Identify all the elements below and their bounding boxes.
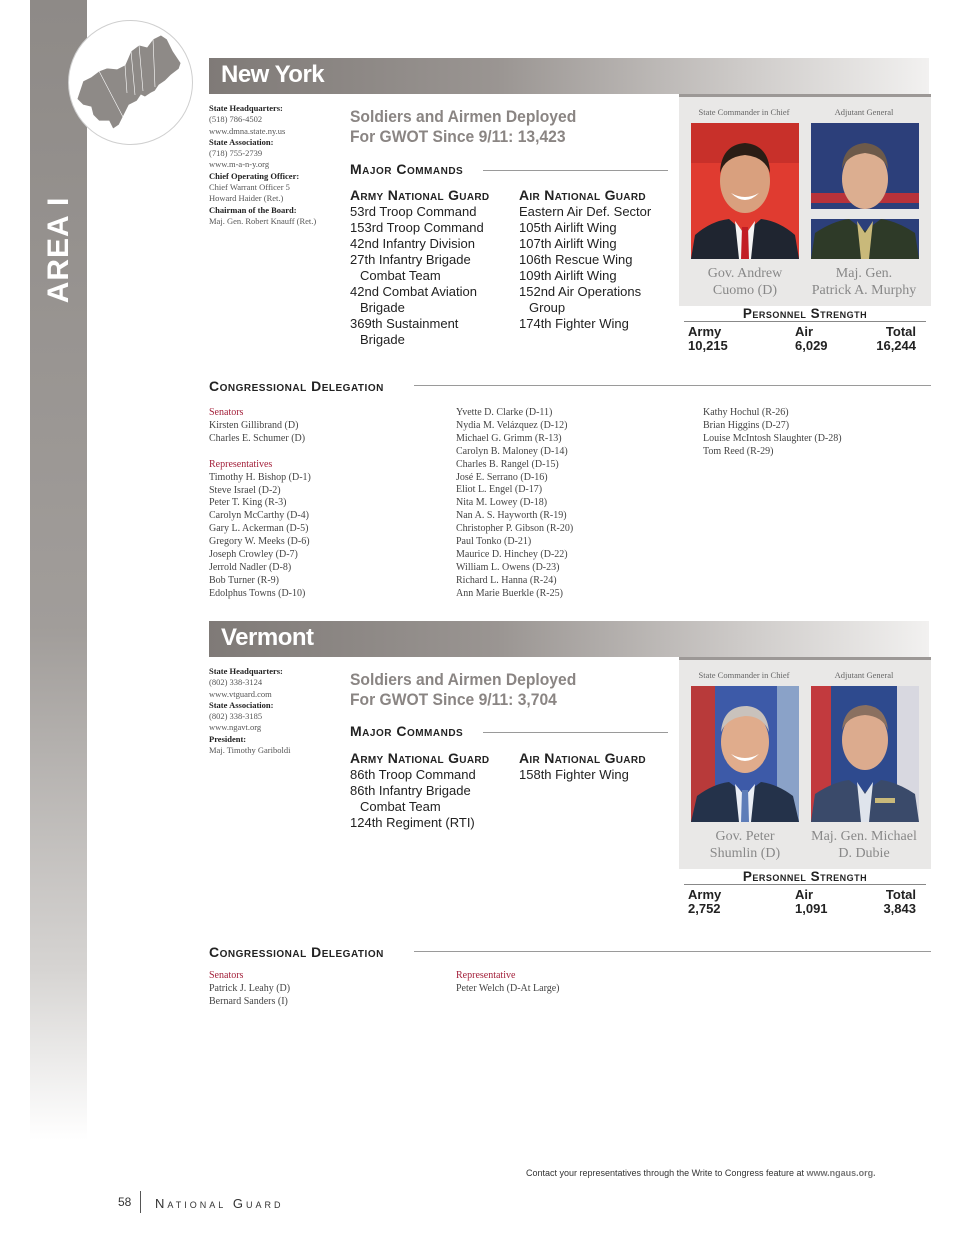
- page-separator: [140, 1191, 141, 1213]
- command-item: 86th Infantry Brigade Combat Team: [350, 783, 471, 814]
- hq-line: Howard Haider (Ret.): [209, 193, 284, 204]
- delegation-member: Peter Welch (D-At Large): [456, 982, 560, 994]
- hq-line: Chief Operating Officer:: [209, 170, 300, 181]
- divider: [684, 884, 926, 885]
- army-heading: Army National Guard: [350, 187, 490, 203]
- delegation-group-label: Representatives: [209, 458, 273, 470]
- deployed-line: Soldiers and Airmen Deployed: [350, 670, 577, 689]
- delegation-member: Bernard Sanders (I): [209, 995, 288, 1007]
- delegation-member: Carolyn B. Maloney (D-14): [456, 445, 568, 457]
- air-commands-new-york: [519, 187, 669, 332]
- name-line: D. Dubie: [838, 846, 890, 861]
- delegation-member: Brian Higgins (D-27): [703, 419, 790, 431]
- personnel-strength-heading: Personnel Strength: [742, 306, 868, 321]
- hq-line: State Association:: [209, 136, 274, 147]
- strength-value: 1,091: [795, 901, 828, 916]
- delegation-member: Maurice D. Hinchey (D-22): [456, 548, 568, 560]
- command-item: 53rd Troop Command: [350, 204, 477, 219]
- delegation-column: [456, 407, 696, 601]
- hq-line: (802) 338-3124: [209, 677, 263, 688]
- army-heading: Army National Guard: [350, 750, 490, 766]
- command-item: 106th Rescue Wing: [519, 252, 633, 267]
- commander-name: [680, 828, 810, 862]
- name-line: Cuomo (D): [712, 283, 778, 298]
- hq-line: President:: [209, 733, 247, 744]
- delegation-member: Bob Turner (R-9): [209, 574, 280, 586]
- delegation-member: Patrick J. Leahy (D): [209, 982, 291, 994]
- leaders-panel-vermont: [679, 657, 931, 869]
- delegation-member: Eliot L. Engel (D-17): [456, 484, 543, 496]
- adjutant-role: Adjutant General: [834, 670, 894, 680]
- delegation-member: Carolyn McCarthy (D-4): [209, 510, 309, 522]
- command-item: 369th Sustainment Brigade: [350, 316, 459, 347]
- leaders-panel-new-york: [679, 94, 931, 306]
- name-line: Patrick A. Murphy: [811, 283, 917, 298]
- name-line: Maj. Gen.: [835, 266, 893, 281]
- strength-label: Total: [885, 324, 916, 339]
- delegation-member: Gary L. Ackerman (D-5): [209, 523, 309, 535]
- hq-line: (802) 338-3185: [209, 711, 263, 722]
- strength-label: Air: [795, 324, 814, 339]
- footer-note-text: Contact your representatives through the Write to Congress feature at: [526, 1168, 807, 1178]
- strength-label: Army: [688, 324, 722, 339]
- air-heading: Air National Guard: [519, 750, 646, 766]
- adjutant-role: Adjutant General: [834, 107, 894, 117]
- strength-value: 16,244: [876, 338, 916, 353]
- command-item: 42nd Infantry Division: [350, 236, 476, 251]
- delegation-group-label: Senators: [209, 970, 244, 981]
- divider: [483, 170, 668, 171]
- delegation-member: Yvette D. Clarke (D-11): [456, 407, 553, 418]
- delegation-member: Nan A. S. Hayworth (R-19): [456, 510, 567, 522]
- state-band-new-york: New York: [209, 58, 929, 94]
- delegation-member: Charles E. Schumer (D): [209, 432, 306, 444]
- hq-line: Maj. Gen. Robert Knauff (Ret.): [209, 215, 317, 226]
- delegation-member: José E. Serrano (D-16): [456, 471, 548, 483]
- adjutant-portrait: [811, 123, 919, 259]
- delegation-member: Tom Reed (R-29): [703, 445, 774, 457]
- army-commands-new-york: [350, 187, 515, 348]
- command-item: 174th Fighter Wing: [519, 316, 629, 331]
- major-commands-heading: Major Commands: [350, 161, 464, 177]
- hq-line: www.ngavt.org: [209, 722, 262, 733]
- name-line: Gov. Andrew: [707, 266, 783, 281]
- divider: [684, 321, 926, 322]
- strength-label: Army: [688, 887, 722, 902]
- region-map-icon: [68, 20, 193, 145]
- hq-line: State Association:: [209, 699, 274, 710]
- delegation-member: Ann Marie Buerkle (R-25): [456, 587, 563, 599]
- state-band-vermont: Vermont: [209, 621, 929, 657]
- delegation-member: Kirsten Gillibrand (D): [209, 419, 299, 431]
- deployed-line: Soldiers and Airmen Deployed: [350, 107, 577, 126]
- personnel-strength-heading: Personnel Strength: [742, 869, 868, 884]
- delegation-member: Louise McIntosh Slaughter (D-28): [703, 432, 842, 444]
- army-commands-vermont: [350, 750, 515, 831]
- hq-line: State Headquarters:: [209, 103, 283, 113]
- strength-value: 10,215: [688, 338, 728, 353]
- name-line: Shumlin (D): [709, 846, 781, 861]
- delegation-member: Christopher P. Gibson (R-20): [456, 523, 574, 535]
- divider: [414, 385, 931, 386]
- divider: [414, 951, 931, 952]
- strength-army: [688, 888, 721, 916]
- command-item: 86th Troop Command: [350, 767, 476, 782]
- command-item: 124th Regiment (RTI): [350, 815, 475, 830]
- hq-line: Chief Warrant Officer 5: [209, 182, 290, 193]
- delegation-column: [703, 407, 931, 459]
- major-commands-heading: Major Commands: [350, 723, 464, 739]
- strength-value: 6,029: [795, 338, 828, 353]
- hq-line: www.vtguard.com: [209, 688, 272, 699]
- area-label: AREA I: [41, 196, 75, 304]
- strength-value: 3,843: [883, 901, 916, 916]
- delegation-member: Kathy Hochul (R-26): [703, 407, 789, 418]
- delegation-member: Jerrold Nadler (D-8): [209, 561, 292, 573]
- hq-line: (518) 786-4502: [209, 114, 263, 125]
- magazine-name: National Guard: [155, 1196, 284, 1211]
- strength-value: 2,752: [688, 901, 721, 916]
- commander-role: State Commander in Chief: [698, 107, 790, 117]
- deployed-line: For GWOT Since 9/11: 13,423: [350, 127, 566, 146]
- command-item: 105th Airlift Wing: [519, 220, 617, 235]
- adjutant-portrait: [811, 686, 919, 822]
- delegation-member: Nydia M. Velázquez (D-12): [456, 419, 568, 431]
- page-number: 58: [118, 1195, 132, 1209]
- air-heading: Air National Guard: [519, 187, 646, 203]
- hq-info-new-york: [209, 103, 344, 227]
- congressional-delegation-heading: Congressional Delegation: [209, 378, 384, 394]
- command-item: 109th Airlift Wing: [519, 268, 617, 283]
- delegation-column: [209, 970, 449, 1009]
- delegation-member: Charles B. Rangel (D-15): [456, 458, 559, 470]
- hq-line: (718) 755-2739: [209, 148, 263, 159]
- strength-label: Total: [885, 887, 916, 902]
- divider: [483, 732, 668, 733]
- command-item: 42nd Combat Aviation Brigade: [350, 284, 477, 315]
- name-line: Gov. Peter: [715, 829, 775, 844]
- command-item: 158th Fighter Wing: [519, 767, 629, 782]
- delegation-member: Timothy H. Bishop (D-1): [209, 471, 311, 483]
- delegation-member: Gregory W. Meeks (D-6): [209, 536, 310, 548]
- deployed-line: For GWOT Since 9/11: 3,704: [350, 690, 557, 709]
- deployed-total-new-york: [350, 107, 644, 147]
- strength-total: [856, 888, 916, 916]
- delegation-member: Paul Tonko (D-21): [456, 536, 532, 548]
- commander-role: State Commander in Chief: [698, 670, 790, 680]
- adjutant-name: [799, 265, 929, 299]
- delegation-member: William L. Owens (D-23): [456, 561, 560, 573]
- strength-total: [856, 325, 916, 353]
- delegation-group-label: Senators: [209, 407, 244, 418]
- delegation-member: Richard L. Hanna (R-24): [456, 574, 557, 586]
- command-item: Eastern Air Def. Sector: [519, 204, 652, 219]
- delegation-member: Edolphus Towns (D-10): [209, 587, 306, 599]
- strength-army: [688, 325, 728, 353]
- delegation-column: [456, 970, 696, 996]
- command-item: 153rd Troop Command: [350, 220, 484, 235]
- footer-link[interactable]: www.ngaus.org.: [806, 1168, 876, 1178]
- hq-line: Maj. Timothy Gariboldi: [209, 745, 291, 756]
- delegation-member: Nita M. Lowey (D-18): [456, 497, 548, 509]
- strength-air: [795, 325, 828, 353]
- hq-line: State Headquarters:: [209, 666, 283, 676]
- commander-name: [680, 265, 810, 299]
- delegation-member: Peter T. King (R-3): [209, 497, 287, 509]
- governor-portrait: [691, 123, 799, 259]
- hq-line: www.m-a-n-y.org: [209, 159, 270, 170]
- hq-info-vermont: [209, 666, 344, 756]
- strength-label: Air: [795, 887, 814, 902]
- delegation-group-label: Representative: [456, 970, 516, 981]
- congressional-delegation-heading: Congressional Delegation: [209, 944, 384, 960]
- command-item: 152nd Air Operations Group: [519, 284, 642, 315]
- strength-air: [795, 888, 828, 916]
- governor-portrait: [691, 686, 799, 822]
- delegation-member: Steve Israel (D-2): [209, 484, 281, 496]
- command-item: 27th Infantry Brigade Combat Team: [350, 252, 471, 283]
- adjutant-name: [799, 828, 929, 862]
- hq-line: www.dmna.state.ny.us: [209, 125, 286, 136]
- air-commands-vermont: [519, 750, 669, 783]
- delegation-member: Joseph Crowley (D-7): [209, 549, 298, 561]
- name-line: Maj. Gen. Michael: [811, 829, 917, 844]
- footer-note: [526, 1168, 876, 1178]
- hq-line: Chairman of the Board:: [209, 204, 297, 215]
- delegation-column: [209, 407, 449, 601]
- command-item: 107th Airlift Wing: [519, 236, 617, 251]
- deployed-total-vermont: [350, 670, 644, 710]
- delegation-member: Michael G. Grimm (R-13): [456, 432, 562, 444]
